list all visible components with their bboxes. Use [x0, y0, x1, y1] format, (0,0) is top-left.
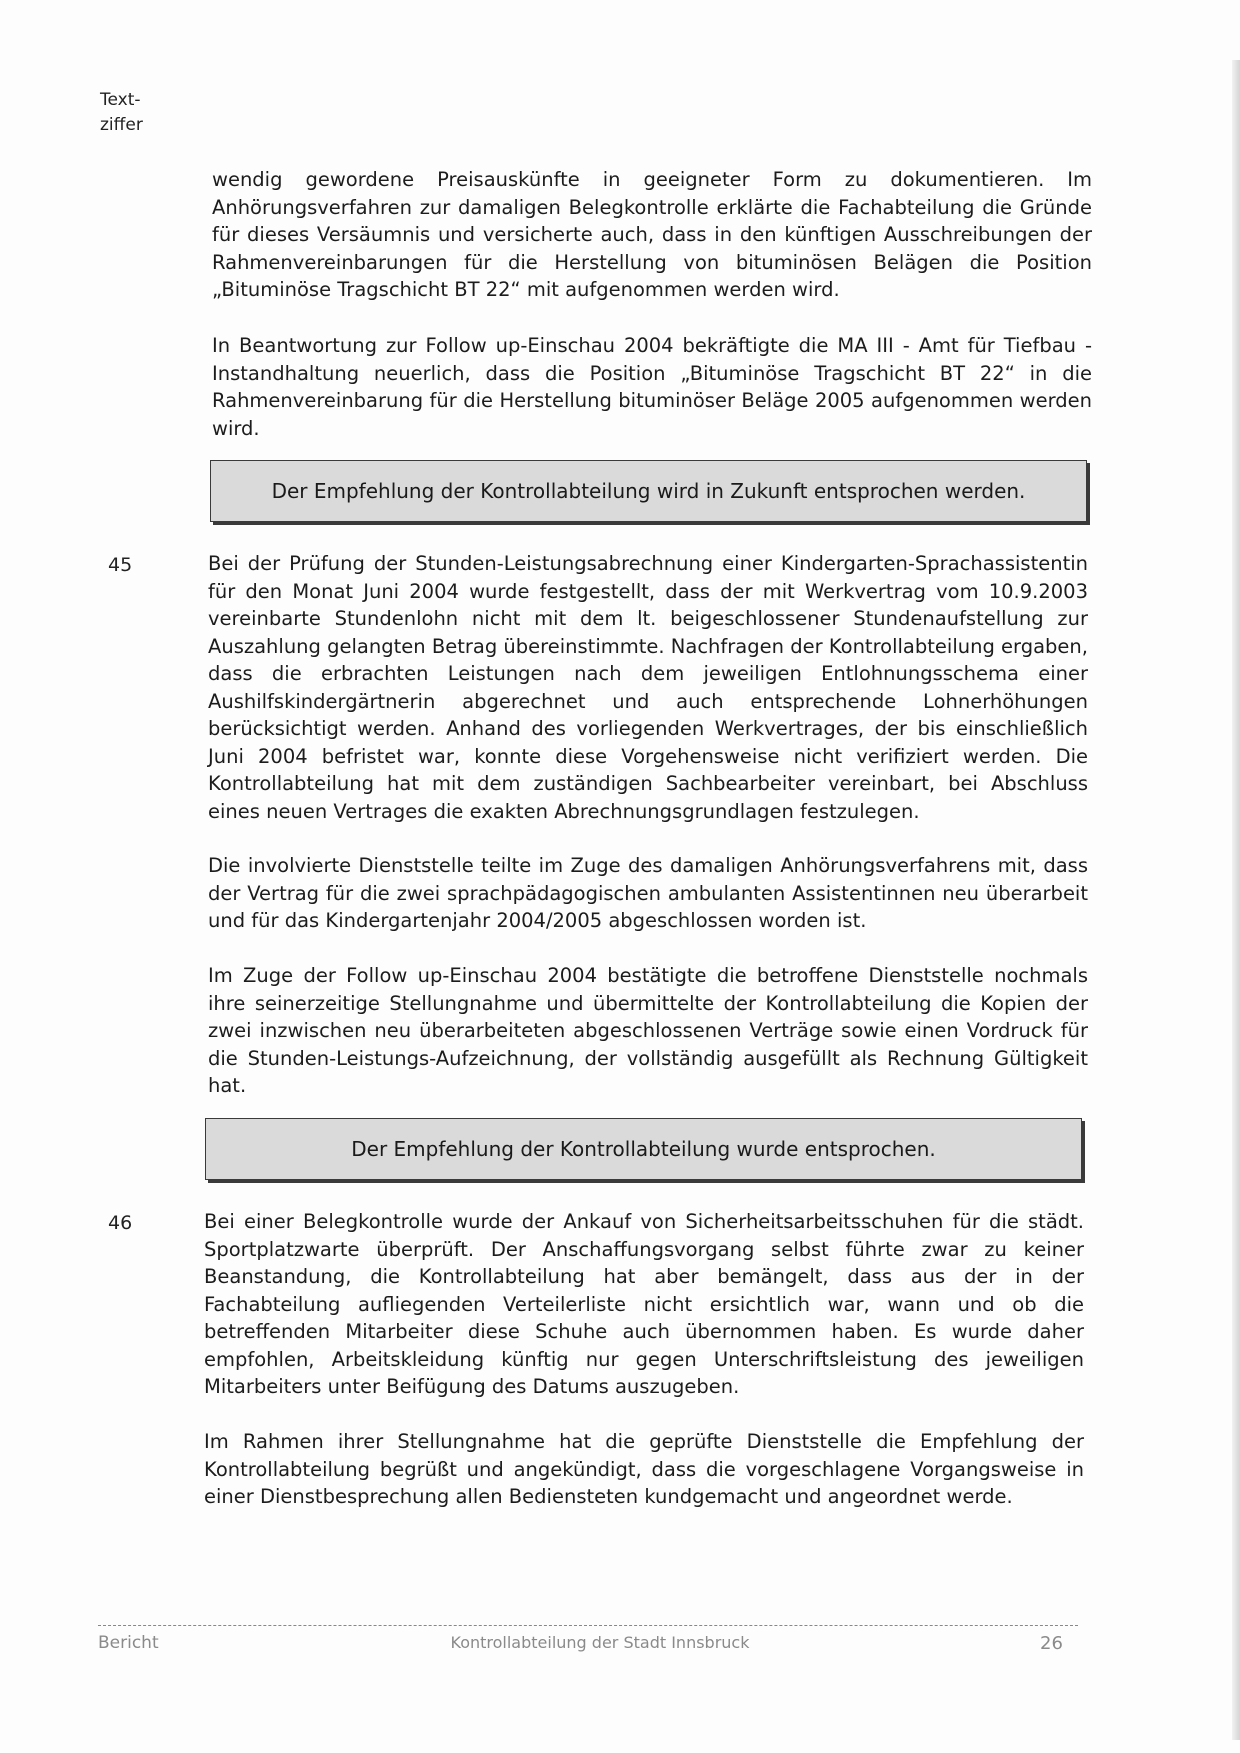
footer-page-number: 26 [1040, 1633, 1063, 1654]
footer-divider [98, 1625, 1078, 1626]
paragraph-46-2: Im Rahmen ihrer Stellungnahme hat die geprüfte Dienststelle die Empfehlung der Kontrollabteilung begrüßt und angekündigt, dass die vorgeschlagene Vorgangsweise in einer Dienstbesprechung allen Bediensteten kundgemacht und angeordnet werde. [204, 1430, 1084, 1508]
paragraph-45-2: Die involvierte Dienststelle teilte im Zuge des damaligen Anhörungsverfahrens mit, dass der Vertrag für die zwei sprachpädagogischen ambulanten Assistentinnen neu überarbeit und für das Kindergartenjahr 2004/2005 abgeschlossen worden ist. [208, 854, 1088, 932]
textziffer-number-46: 46 [108, 1212, 133, 1234]
margin-label-textziffer: Text- ziffer [100, 90, 143, 135]
paragraph-intro-2: In Beantwortung zur Follow up-Einschau 2004 bekräftigte die MA III - Amt für Tiefbau - Instandhaltung neuerlich, dass die Position „Bituminöse Tragschicht BT 22“ in die Rahmenvereinbarung für die Herstellung bituminöser Beläge 2005 aufgenommen werden wird. [212, 334, 1092, 440]
paragraph-46-1: Bei einer Belegkontrolle wurde der Ankauf von Sicherheitsarbeitsschuhen für die städt. Sportplatzwarte überprüft. Der Anschaffungsvorgang selbst führte zwar zu keiner Beanstandung, die Kontrollabteilung hat aber bemängelt, dass aus der in der Fachabteilung aufliegenden Verteilerliste nicht ersichtlich war, wann und ob die betreffenden Mitarbeiter diese Schuhe auch übernommen haben. Es wurde daher empfohlen, Arbeitskleidung künftig nur gegen Unterschriftsleistung des jeweiligen Mitarbeiters unter Beifügung des Datums auszugeben. [204, 1210, 1084, 1398]
page-edge-shadow [1232, 60, 1240, 1740]
recommendation-box-intro: Der Empfehlung der Kontrollabteilung wird in Zukunft entsprochen werden. [210, 460, 1087, 522]
footer-center-title: Kontrollabteilung der Stadt Innsbruck [450, 1633, 750, 1652]
recommendation-box-45: Der Empfehlung der Kontrollabteilung wurde entsprochen. [205, 1118, 1082, 1180]
paragraph-intro-1: wendig gewordene Preisauskünfte in geeigneter Form zu dokumentieren. Im Anhörungsverfahren zur damaligen Belegkontrolle erklärte die Fachabteilung die Gründe für dieses Versäumnis und versicherte auch, dass in den künftigen Ausschreibungen der Rahmenvereinbarungen für die Herstellung von bituminösen Belägen die Position „Bituminöse Tragschicht BT 22“ mit aufgenommen werden wird. [212, 168, 1092, 301]
textziffer-number-45: 45 [108, 554, 133, 576]
paragraph-45-3: Im Zuge der Follow up-Einschau 2004 bestätigte die betroffene Dienststelle nochmals ihre seinerzeitige Stellungnahme und übermittelte der Kontrollabteilung die Kopien der zwei inzwischen neu überarbeiteten abgeschlossenen Verträge sowie einen Vordruck für die Stunden-Leistungs-Aufzeichnung, der vollständig ausgefüllt als Rechnung Gültigkeit hat. [208, 964, 1088, 1097]
paragraph-45-1: Bei der Prüfung der Stunden-Leistungsabrechnung einer Kindergarten-Sprachassistentin für den Monat Juni 2004 wurde festgestellt, dass der mit Werkvertrag vom 10.9.2003 vereinbarte Stundenlohn nicht mit dem lt. beigeschlossener Stundenaufstellung zur Auszahlung gelangten Betrag übereinstimmte. Nachfragen der Kontrollabteilung ergaben, dass die erbrachten Leistungen nach dem jeweiligen Entlohnungsschema einer Aushilfskindergärtnerin abgerechnet und auch entsprechende Lohnerhöhungen berücksichtigt werden. Anhand des vorliegenden Werkvertrages, der bis einschließlich Juni 2004 befristet war, konnte diese Vorgehensweise nicht verifiziert werden. Die Kontrollabteilung hat mit dem zuständigen Sachbearbeiter vereinbart, bei Abschluss eines neuen Vertrages die exakten Abrechnungsgrundlagen festzulegen. [208, 552, 1088, 823]
footer-left-label: Bericht [98, 1633, 159, 1653]
